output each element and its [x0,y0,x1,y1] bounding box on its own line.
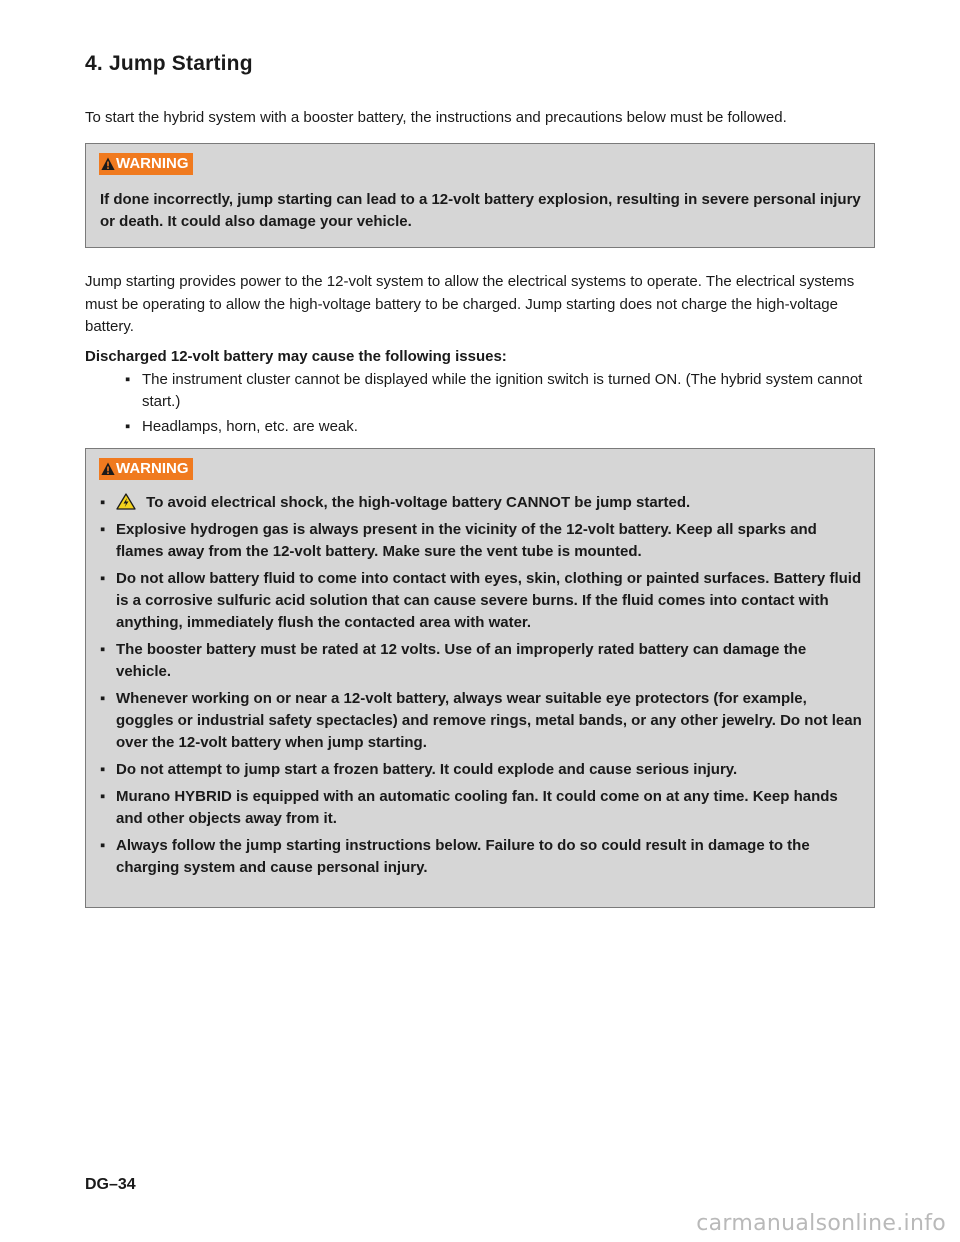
warning-badge-label: WARNING [116,155,189,172]
issues-subheading: Discharged 12-volt battery may cause the following issues: [85,348,507,365]
list-item [100,759,865,781]
bullet-icon: ▪ [100,570,106,587]
list-item-text: Headlamps, horn, etc. are weak. [142,418,358,435]
bullet-icon: ▪ [100,761,106,778]
warning-badge-label: WARNING [116,460,189,477]
bullet-icon: ▪ [100,788,106,805]
warning-badge [99,458,193,480]
list-item [100,519,865,563]
list-item [100,568,865,634]
page-number: DG–34 [85,1176,136,1193]
list-item-text: Explosive hydrogen gas is always present in the vicinity of the 12-volt battery. Keep all sparks and flames away from the 12-volt battery. Make sure the vent tube is mounted. [116,521,817,560]
list-item-text: Whenever working on or near a 12-volt battery, always wear suitable eye protectors (for example, goggles or industrial safety spectacles) and remove rings, metal bands, or any other jewelry. Do not lean over the 12-volt battery when jump starting. [116,690,862,751]
bullet-icon: ▪ [125,418,131,435]
bullet-icon: ▪ [100,494,106,511]
section-title: 4. Jump Starting [85,52,253,75]
list-item [100,492,865,514]
list-item-text: The instrument cluster cannot be displayed while the ignition switch is turned ON. (The hybrid system cannot start.) [142,371,863,410]
bullet-icon: ▪ [100,641,106,658]
warning-list [100,492,865,884]
warning-triangle-icon [101,157,115,171]
list-item-text: Do not allow battery fluid to come into contact with eyes, skin, clothing or painted surfaces. Battery fluid is a corrosive sulfuric acid solution that can cause severe burns. If the fluid comes into contact with anything, immediately flush the contacted area with water. [116,570,862,631]
high-voltage-icon [116,493,136,510]
warning-triangle-icon [101,462,115,476]
list-item [100,639,865,683]
bullet-icon: ▪ [100,521,106,538]
list-item [100,835,865,879]
warning-text: If done incorrectly, jump starting can lead to a 12-volt battery explosion, resulting in severe personal injury or death. It could also damage your vehicle. [100,191,861,230]
bullet-icon: ▪ [100,690,106,707]
list-item-text: The booster battery must be rated at 12 volts. Use of an improperly rated battery can damage the vehicle. [116,641,807,680]
list-item [100,688,865,754]
intro-text: To start the hybrid system with a booster battery, the instructions and precautions below must be followed. [85,109,787,126]
warning-badge [99,153,193,175]
warning-box-precautions [85,448,875,908]
list-item-text: To avoid electrical shock, the high-voltage battery CANNOT be jump started. [146,494,691,511]
bullet-icon: ▪ [125,371,131,388]
list-item-text: Do not attempt to jump start a frozen battery. It could explode and cause serious injury. [116,761,738,778]
warning-box-explosion [85,143,875,248]
list-item-text: Always follow the jump starting instructions below. Failure to do so could result in damage to the charging system and cause personal injury. [116,837,810,876]
list-item-text: Murano HYBRID is equipped with an automatic cooling fan. It could come on at any time. Keep hands and other objects away from it. [116,788,838,827]
jump-start-paragraph: Jump starting provides power to the 12-volt system to allow the electrical systems to operate. The electrical systems must be operating to allow the high-voltage battery to be charged. Jump starting does not charge the high-voltage battery. [85,273,855,335]
list-item [125,369,865,413]
bullet-icon: ▪ [100,837,106,854]
list-item [100,786,865,830]
list-item [125,416,865,438]
watermark-text: carmanualsonline.info [696,1211,946,1236]
issues-list [125,369,865,441]
